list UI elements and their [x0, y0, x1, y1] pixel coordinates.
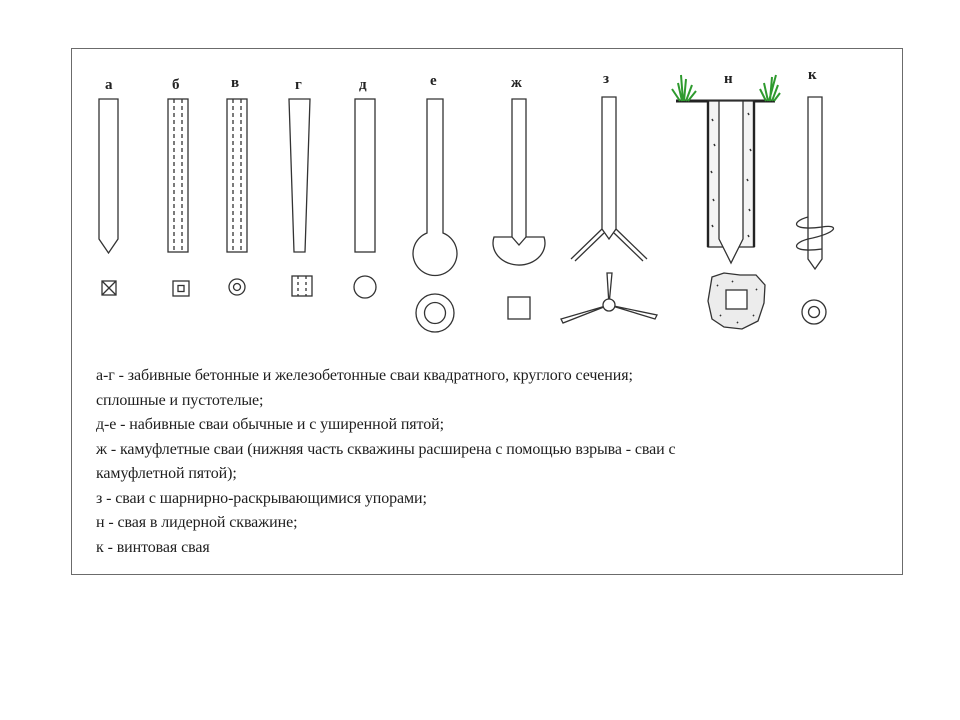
caption-line: а-г - забивные бетонные и железобетонные сваи квадратного, круглого сечения;	[96, 367, 633, 384]
pile-a	[99, 99, 118, 295]
label-g: г	[295, 77, 302, 93]
piles-figure	[72, 49, 902, 369]
label-v: в	[231, 75, 240, 91]
pile-n	[676, 101, 775, 329]
pile-v	[227, 99, 247, 295]
label-zh: ж	[511, 75, 522, 91]
pile-d	[354, 99, 376, 298]
label-a: а	[105, 77, 113, 93]
diagram-frame	[71, 48, 903, 575]
label-d: д	[359, 77, 367, 93]
caption-line: з - сваи с шарнирно-раскрывающимися упорами;	[96, 489, 427, 507]
pile-zh	[493, 99, 545, 319]
pile-z	[561, 97, 657, 323]
caption-line: к - винтовая свая	[96, 538, 210, 556]
label-z: з	[603, 71, 610, 87]
caption-line: д-е - набивные сваи обычные и с уширенной пятой;	[96, 416, 444, 433]
caption-line: н - свая в лидерной скважине;	[96, 514, 298, 531]
pile-k	[796, 97, 833, 324]
caption	[96, 364, 896, 560]
caption-line: ж - камуфлетные сваи (нижняя часть скважины расширена с помощью взрыва - сваи с	[96, 440, 676, 458]
label-b: б	[172, 77, 180, 93]
label-n: н	[724, 71, 733, 87]
caption-line: камуфлетной пятой);	[96, 465, 237, 482]
label-e: е	[430, 73, 437, 89]
pile-e	[413, 99, 457, 332]
pile-g	[289, 99, 312, 296]
label-k: к	[808, 67, 817, 83]
caption-line: сплошные и пустотелые;	[96, 391, 264, 409]
pile-b	[168, 99, 189, 296]
